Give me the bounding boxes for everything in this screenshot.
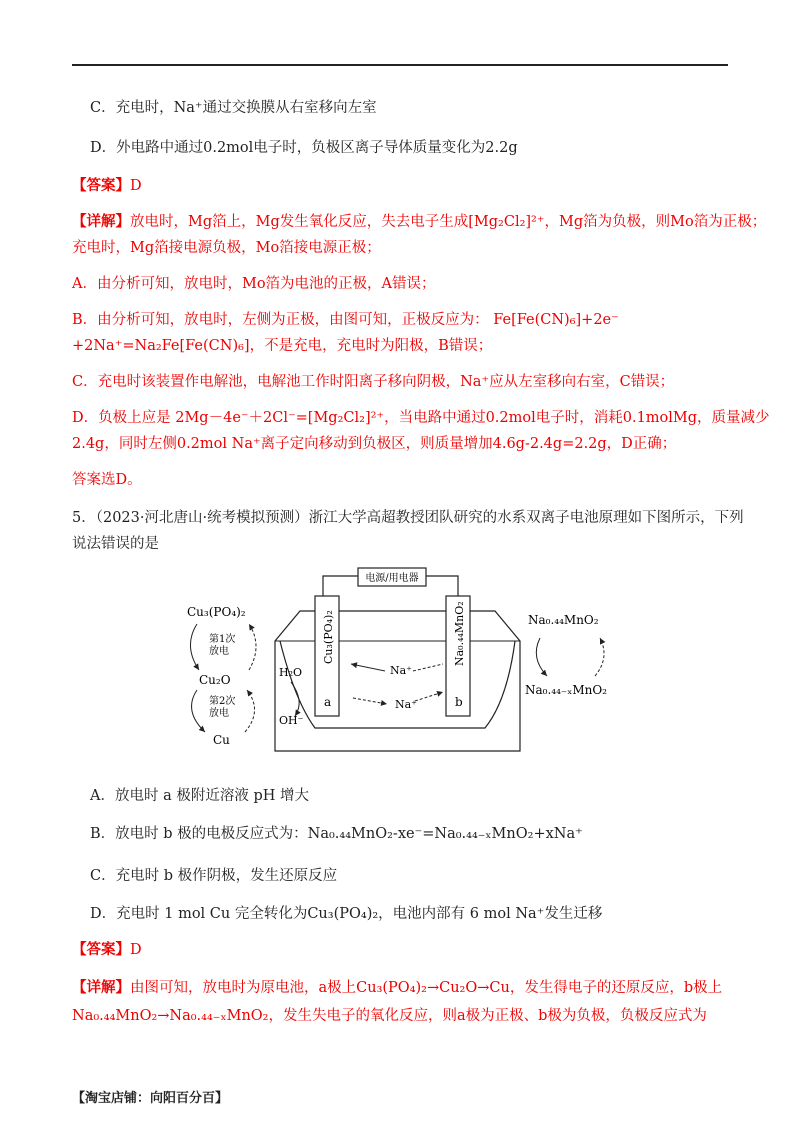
- left-mid-species: Cu₂O: [199, 673, 231, 687]
- q5-option-b: B．放电时 b 极的电极反应式为：Na₀.₄₄MnO₂-xe⁻=Na₀.₄₄₋ₓMnO₂+xNa⁺: [90, 826, 583, 842]
- q5-detail-1: [72, 978, 722, 998]
- electrode-a-label: Cu₃(PO₄)₂: [322, 610, 335, 664]
- right-top-species: Na₀.₄₄MnO₂: [528, 613, 599, 627]
- right-dash: [595, 638, 604, 676]
- detail-tag: 【详解】: [72, 213, 130, 230]
- prev-detail-b2: +2Na⁺=Na₂Fe[Fe(CN)₆]，不是充电，充电时为阳极，B错误；: [72, 338, 493, 354]
- prev-detail-1: [72, 212, 766, 232]
- prev-detail-d2: 2.4g，同时左侧0.2mol Na⁺离子定向移动到负极区，则质量增加4.6g-2.4g=2.2g，D正确；: [72, 436, 677, 452]
- q5-answer-tag: 【答案】: [72, 941, 130, 958]
- q5-option-c: C．充电时 b 极作阴极，发生还原反应: [90, 868, 338, 884]
- q5-detail-2: Na₀.₄₄MnO₂→Na₀.₄₄₋ₓMnO₂，发生失电子的氧化反应，则a极为正极、b极为负极，负极反应式为: [72, 1008, 707, 1024]
- footer-shop: 【淘宝店铺：向阳百分百】: [72, 1091, 229, 1106]
- na-bot-label: Na⁺: [395, 698, 417, 711]
- label-a: a: [324, 695, 332, 709]
- answer-value: D: [130, 178, 142, 194]
- header-rule: [72, 64, 728, 66]
- left-dash-1: [249, 624, 256, 670]
- prev-detail-d1: D．负极上应是 2Mg－4e⁻＋2Cl⁻=[Mg₂Cl₂]²⁺，当电路中通过0.2mol电子时，消耗0.1molMg，质量减少: [72, 410, 770, 426]
- q5-stem-1: 5．（2023·河北唐山·统考模拟预测）浙江大学高超教授团队研究的水系双离子电池原理如下图所示，下列: [72, 510, 744, 526]
- battery-diagram: [175, 566, 635, 766]
- arrow1-label-b: 放电: [209, 646, 229, 657]
- q5-detail-tag: 【详解】: [72, 979, 130, 996]
- q5-option-a: A．放电时 a 极附近溶液 pH 增大: [90, 788, 309, 804]
- answer-tag: 【答案】: [72, 177, 130, 194]
- prev-answer: [72, 176, 142, 196]
- left-dash-2: [245, 690, 255, 732]
- arrow1-label: 第1次: [209, 634, 236, 645]
- right-bot-species: Na₀.₄₄₋ₓMnO₂: [525, 683, 607, 697]
- prev-detail-b1: B．由分析可知，放电时，左侧为正极，由图可知，正极反应为： Fe[Fe(CN)₆]+2e⁻: [72, 312, 619, 328]
- q5-option-d: D．充电时 1 mol Cu 完全转化为Cu₃(PO₄)₂，电池内部有 6 mol Na⁺发生迁移: [90, 906, 603, 922]
- prev-conclusion: 答案选D。: [72, 472, 142, 488]
- oh-label: OH⁻: [279, 714, 304, 727]
- prev-option-c: C．充电时，Na⁺通过交换膜从右室移向左室: [90, 100, 377, 116]
- prev-detail-a: A．由分析可知，放电时，Mo箔为电池的正极，A错误；: [72, 276, 436, 292]
- electrode-b-label: Na₀.₄₄MnO₂: [453, 601, 466, 666]
- left-arrow-1: [190, 624, 199, 670]
- na-left-arrow: [351, 664, 385, 671]
- container-outer: [275, 611, 520, 751]
- right-arrow: [536, 638, 547, 676]
- power-box-label: 电源/用电器: [365, 573, 419, 584]
- prev-detail-2: 充电时，Mg箔接电源负极，Mo箔接电源正极；: [72, 240, 381, 256]
- q5-stem-2: 说法错误的是: [72, 536, 159, 552]
- q5-answer-value: D: [130, 942, 142, 958]
- left-bot-species: Cu: [213, 733, 230, 747]
- wire-right: [426, 576, 458, 596]
- prev-detail-c: C．充电时该装置作电解池，电解池工作时阳离子移向阴极，Na⁺应从左室移向右室，C错误；: [72, 374, 675, 390]
- detail-text: 放电时，Mg箔上，Mg发生氧化反应，失去电子生成[Mg₂Cl₂]²⁺，Mg箔为负极，则Mo箔为正极；: [130, 214, 767, 230]
- h2o-label: H₂O: [279, 666, 303, 679]
- left-arrow-2: [192, 690, 205, 732]
- na-right-dash: [413, 664, 443, 671]
- q5-detail-text: 由图可知，放电时为原电池，a极上Cu₃(PO₄)₂→Cu₂O→Cu，发生得电子的还原反应，b极上: [130, 980, 723, 996]
- wire-left: [323, 576, 358, 596]
- label-b: b: [455, 695, 463, 709]
- q5-answer: [72, 940, 142, 960]
- left-top-species: Cu₃(PO₄)₂: [187, 605, 246, 619]
- na-bot-dash: [353, 698, 387, 704]
- h2o-arrow: [291, 682, 299, 716]
- na-top-label: Na⁺: [390, 664, 412, 677]
- na-bot-dash-2: [415, 692, 443, 701]
- prev-option-d: D．外电路中通过0.2mol电子时，负极区离子导体质量变化为2.2g: [90, 140, 518, 156]
- arrow2-label-b: 放电: [209, 708, 229, 719]
- arrow2-label: 第2次: [209, 696, 236, 707]
